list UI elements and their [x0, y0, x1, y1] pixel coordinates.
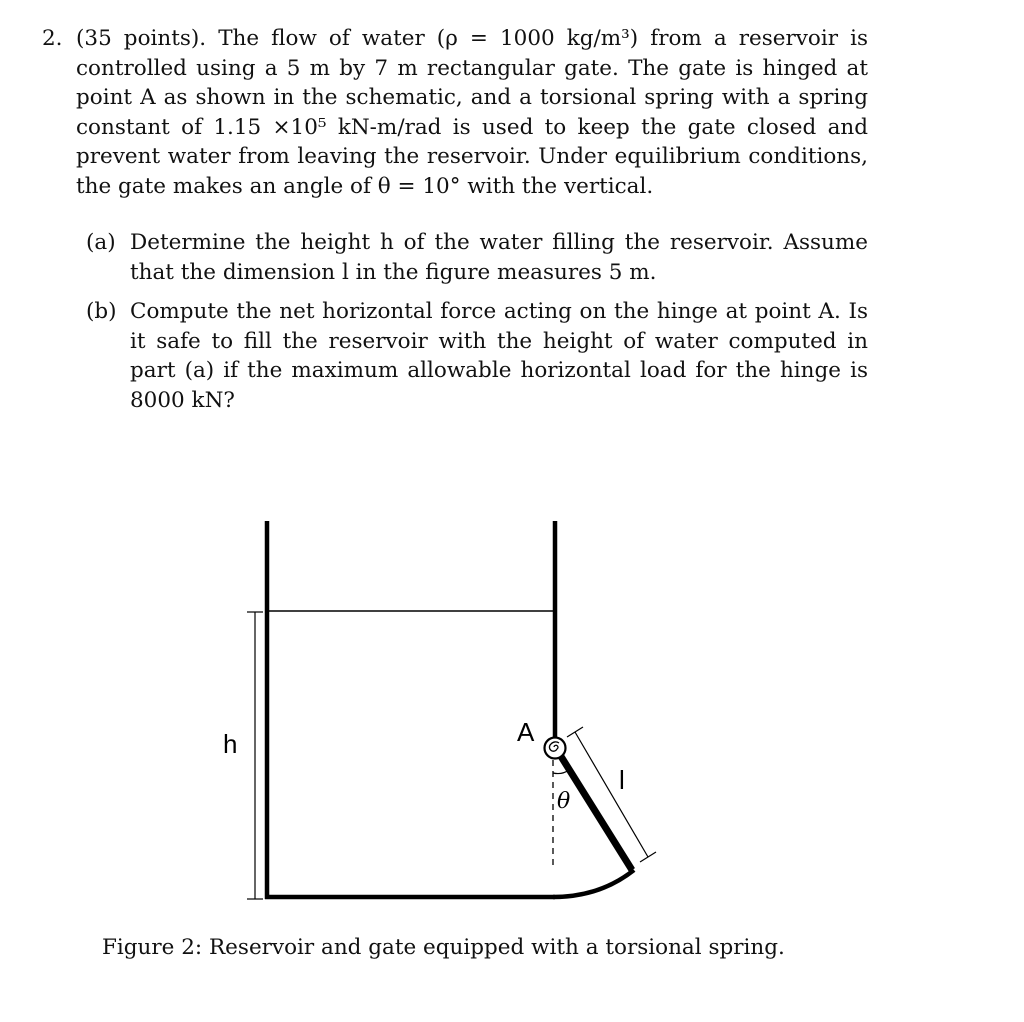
part-a-text: Determine the height h of the water filling the reservoir. Assume that the dimension l in the figure measures 5 m. [130, 230, 868, 285]
part-b-text: Compute the net horizontal force acting on the hinge at point A. Is it safe to fill the reservoir with the height of water computed in part (a) if the maximum allowable horizontal load for the hinge is 8000 kN? [130, 299, 868, 413]
figure-caption: Figure 2: Reservoir and gate equipped with a torsional spring. [102, 935, 785, 960]
l-dimension-tick-top [567, 727, 583, 737]
theta-label: θ [557, 789, 571, 814]
reservoir-curved-bottom [553, 870, 634, 897]
l-dimension-tick-bottom [640, 852, 656, 862]
l-label: l [619, 765, 625, 795]
h-label: h [223, 729, 238, 759]
part-a-label: (a) [86, 230, 116, 255]
point-a-label: A [517, 717, 535, 747]
hinge-spring-icon [545, 738, 566, 759]
part-b-label: (b) [86, 299, 117, 325]
problem-text: (35 points). The flow of water (ρ = 1000 kg/m³) from a reservoir is controlled using a 5 m by 7 m rectangular gate. The gate is hinged at point A as shown in the schematic, and a torsional spring with a spring constant of 1.15 ×10⁵ kN-m/rad is used to keep the gate closed and prevent water from leaving the reservoir. Under equilibrium conditions, the gate makes an angle of θ = 10° with the vertical. [76, 26, 868, 199]
problem-number: 2. [42, 26, 63, 51]
